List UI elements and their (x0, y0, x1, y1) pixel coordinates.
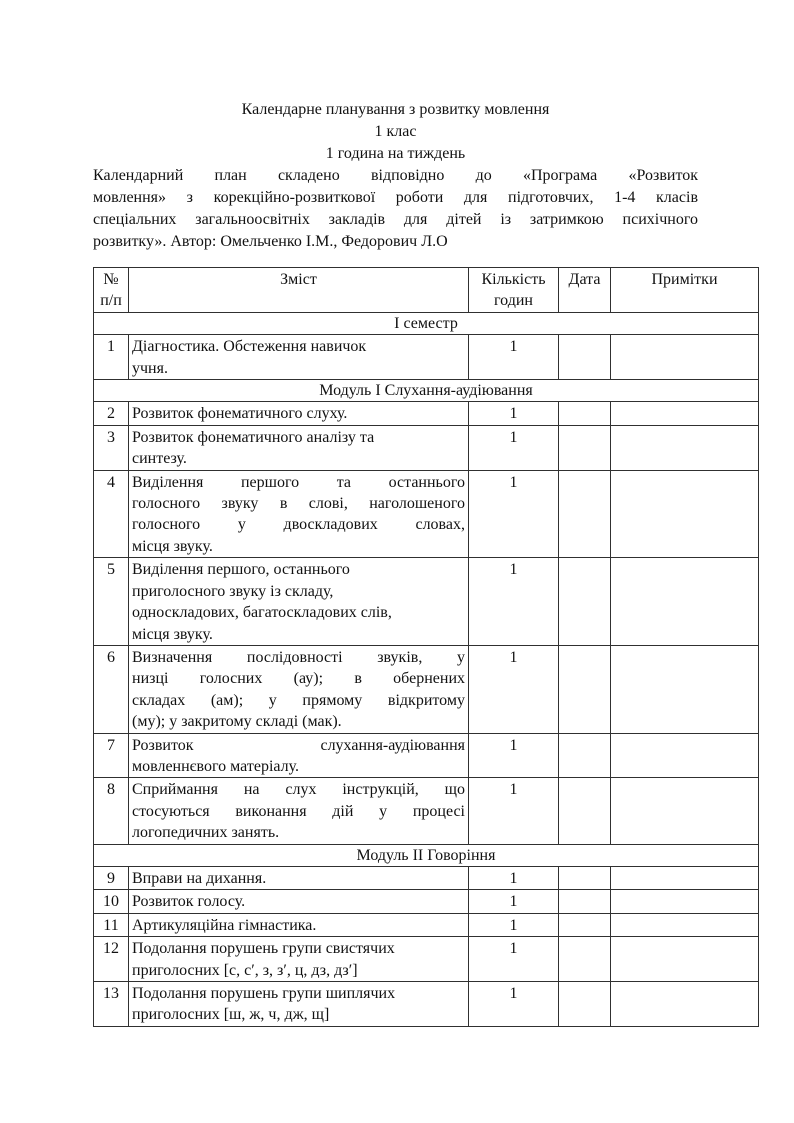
row-date-cell (559, 982, 611, 1027)
table-row (94, 866, 759, 889)
row-notes-cell (611, 937, 759, 982)
row-number-cell: 10 (94, 890, 129, 913)
row-date-cell (559, 558, 611, 646)
row-notes-cell (611, 558, 759, 646)
table-row (94, 402, 759, 425)
row-number-cell: 13 (94, 982, 129, 1027)
col-header-number: № п/п (94, 268, 129, 313)
row-hours-cell: 1 (469, 402, 559, 425)
row-notes-cell (611, 733, 759, 778)
row-notes-cell (611, 778, 759, 844)
table-row (94, 558, 759, 646)
row-notes-cell (611, 470, 759, 558)
section-label: Модуль ІІ Говоріння (94, 844, 759, 866)
row-number-cell: 8 (94, 778, 129, 844)
section-row-module-1 (94, 380, 759, 402)
row-number-cell: 1 (94, 335, 129, 380)
row-content-cell: Сприймання на слух інструкцій, що стосуються виконання дій у процесі логопедичних занять. (129, 778, 469, 844)
row-hours-cell: 1 (469, 913, 559, 936)
row-notes-cell (611, 890, 759, 913)
row-number-cell: 7 (94, 733, 129, 778)
row-date-cell (559, 866, 611, 889)
section-row-semester-1 (94, 312, 759, 334)
row-notes-cell (611, 913, 759, 936)
table-row (94, 778, 759, 844)
row-date-cell (559, 645, 611, 733)
row-notes-cell (611, 335, 759, 380)
row-date-cell (559, 425, 611, 470)
table-header-row (94, 268, 759, 313)
row-number-cell: 2 (94, 402, 129, 425)
row-hours-cell: 1 (469, 425, 559, 470)
table-row (94, 335, 759, 380)
row-number-cell: 11 (94, 913, 129, 936)
row-content-cell: Розвиток слухання-аудіювання мовленнєвого матеріалу. (129, 733, 469, 778)
row-number-cell: 4 (94, 470, 129, 558)
row-hours-cell: 1 (469, 470, 559, 558)
row-notes-cell (611, 866, 759, 889)
col-header-date: Дата (559, 268, 611, 313)
row-content-cell: Вправи на дихання. (129, 866, 469, 889)
table-row (94, 645, 759, 733)
row-number-cell: 5 (94, 558, 129, 646)
col-header-notes: Примітки (611, 268, 759, 313)
row-content-cell: Визначення послідовності звуків, у низці голосних (ау); в обернених складах (ам); у прямому відкритому (му); у закритому складі (мак). (129, 645, 469, 733)
row-date-cell (559, 402, 611, 425)
row-content-cell: Розвиток фонематичного аналізу та синтезу. (129, 425, 469, 470)
row-hours-cell: 1 (469, 733, 559, 778)
row-content-cell: Виділення першого та останнього голосного звуку в слові, наголошеного голосного у двоскладових словах, місця звуку. (129, 470, 469, 558)
col-header-hours: Кількість годин (469, 268, 559, 313)
col-header-content: Зміст (129, 268, 469, 313)
row-date-cell (559, 937, 611, 982)
row-content-cell: Подолання порушень групи шиплячих приголосних [ш, ж, ч, дж, щ] (129, 982, 469, 1027)
row-date-cell (559, 470, 611, 558)
row-date-cell (559, 890, 611, 913)
row-date-cell (559, 335, 611, 380)
curriculum-table (93, 267, 759, 1027)
table-row (94, 733, 759, 778)
row-notes-cell (611, 982, 759, 1027)
section-label: І семестр (94, 312, 759, 334)
table-row (94, 890, 759, 913)
row-hours-cell: 1 (469, 778, 559, 844)
section-label: Модуль І Слухання-аудіювання (94, 380, 759, 402)
row-hours-cell: 1 (469, 866, 559, 889)
row-hours-cell: 1 (469, 335, 559, 380)
row-number-cell: 3 (94, 425, 129, 470)
section-row-module-2 (94, 844, 759, 866)
intro-paragraph: Календарний план складено відповідно до «Програма «Розвиток мовлення» з корекційно-розвиткової роботи для підготовчих, 1-4 класів спеціальних загальноосвітніх закладів для дітей із затримкою психічного розвитку». Автор: Омельченко І.М., Федорович Л.О (93, 167, 698, 250)
row-content-cell: Виділення першого, останнього приголосного звуку із складу, односкладових, багатоскладових слів, місця звуку. (129, 558, 469, 646)
table-row (94, 470, 759, 558)
row-notes-cell (611, 645, 759, 733)
row-hours-cell: 1 (469, 982, 559, 1027)
row-date-cell (559, 913, 611, 936)
row-number-cell: 9 (94, 866, 129, 889)
row-hours-cell: 1 (469, 558, 559, 646)
row-number-cell: 12 (94, 937, 129, 982)
document-title: Календарне планування з розвитку мовлення 1 клас 1 година на тиждень (241, 101, 550, 162)
row-date-cell (559, 733, 611, 778)
table-row (94, 937, 759, 982)
table-row (94, 913, 759, 936)
row-content-cell: Діагностика. Обстеження навичок учня. (129, 335, 469, 380)
row-hours-cell: 1 (469, 937, 559, 982)
row-hours-cell: 1 (469, 890, 559, 913)
row-number-cell: 6 (94, 645, 129, 733)
row-notes-cell (611, 402, 759, 425)
row-content-cell: Розвиток фонематичного слуху. (129, 402, 469, 425)
row-notes-cell (611, 425, 759, 470)
row-content-cell: Подолання порушень групи свистячих приголосних [с, с′, з, з′, ц, дз, дз′] (129, 937, 469, 982)
row-date-cell (559, 778, 611, 844)
row-hours-cell: 1 (469, 645, 559, 733)
table-row (94, 425, 759, 470)
table-row (94, 982, 759, 1027)
row-content-cell: Розвиток голосу. (129, 890, 469, 913)
row-content-cell: Артикуляційна гімнастика. (129, 913, 469, 936)
